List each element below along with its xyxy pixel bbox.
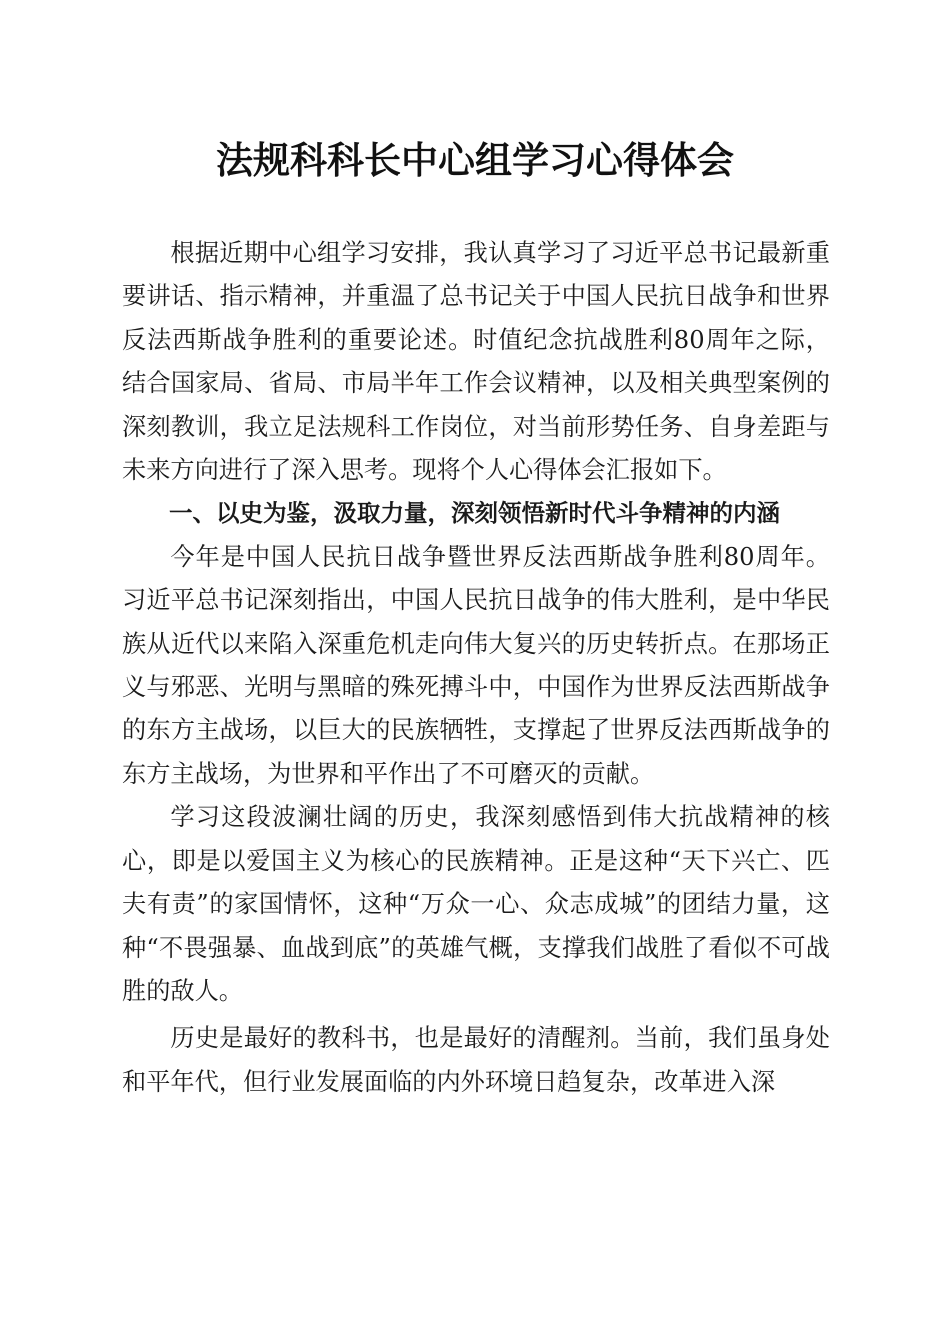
intro-paragraph: 根据近期中心组学习安排，我认真学习了习近平总书记最新重要讲话、指示精神，并重温了总书记关于中国人民抗日战争和世界反法西斯战争胜利的重要论述。时值纪念抗战胜利80周年之际，结合国家局、省局、市局半年工作会议精神，以及相关典型案例的深刻教训，我立足法规科工作岗位，对当前形势任务、自身差距与未来方向进行了深入思考。现将个人心得体会汇报如下。 bbox=[122, 239, 830, 485]
section-heading-1: 一、以史为鉴，汲取力量，深刻领悟新时代斗争精神的内涵 bbox=[169, 499, 780, 528]
body-paragraph: 学习这段波澜壮阔的历史，我深刻感悟到伟大抗战精神的核心，即是以爱国主义为核心的民族精神。正是这种“天下兴亡、匹夫有责”的家国情怀，这种“万众一心、众志成城”的团结力量，这种“不畏强暴、血战到底”的英雄气概，支撑我们战胜了看似不可战胜的敌人。 bbox=[122, 803, 830, 1005]
body-paragraph: 今年是中国人民抗日战争暨世界反法西斯战争胜利80周年。习近平总书记深刻指出，中国人民抗日战争的伟大胜利，是中华民族从近代以来陷入深重危机走向伟大复兴的历史转折点。在那场正义与邪恶、光明与黑暗的殊死搏斗中，中国作为世界反法西斯战争的东方主战场，以巨大的民族牺牲，支撑起了世界反法西斯战争的东方主战场，为世界和平作出了不可磨灭的贡献。 bbox=[122, 542, 830, 788]
document-body bbox=[122, 232, 830, 1104]
document-title: 法规科科长中心组学习心得体会 bbox=[216, 138, 734, 182]
body-paragraph: 历史是最好的教科书，也是最好的清醒剂。当前，我们虽身处和平年代，但行业发展面临的内外环境日趋复杂，改革进入深 bbox=[122, 1024, 830, 1096]
